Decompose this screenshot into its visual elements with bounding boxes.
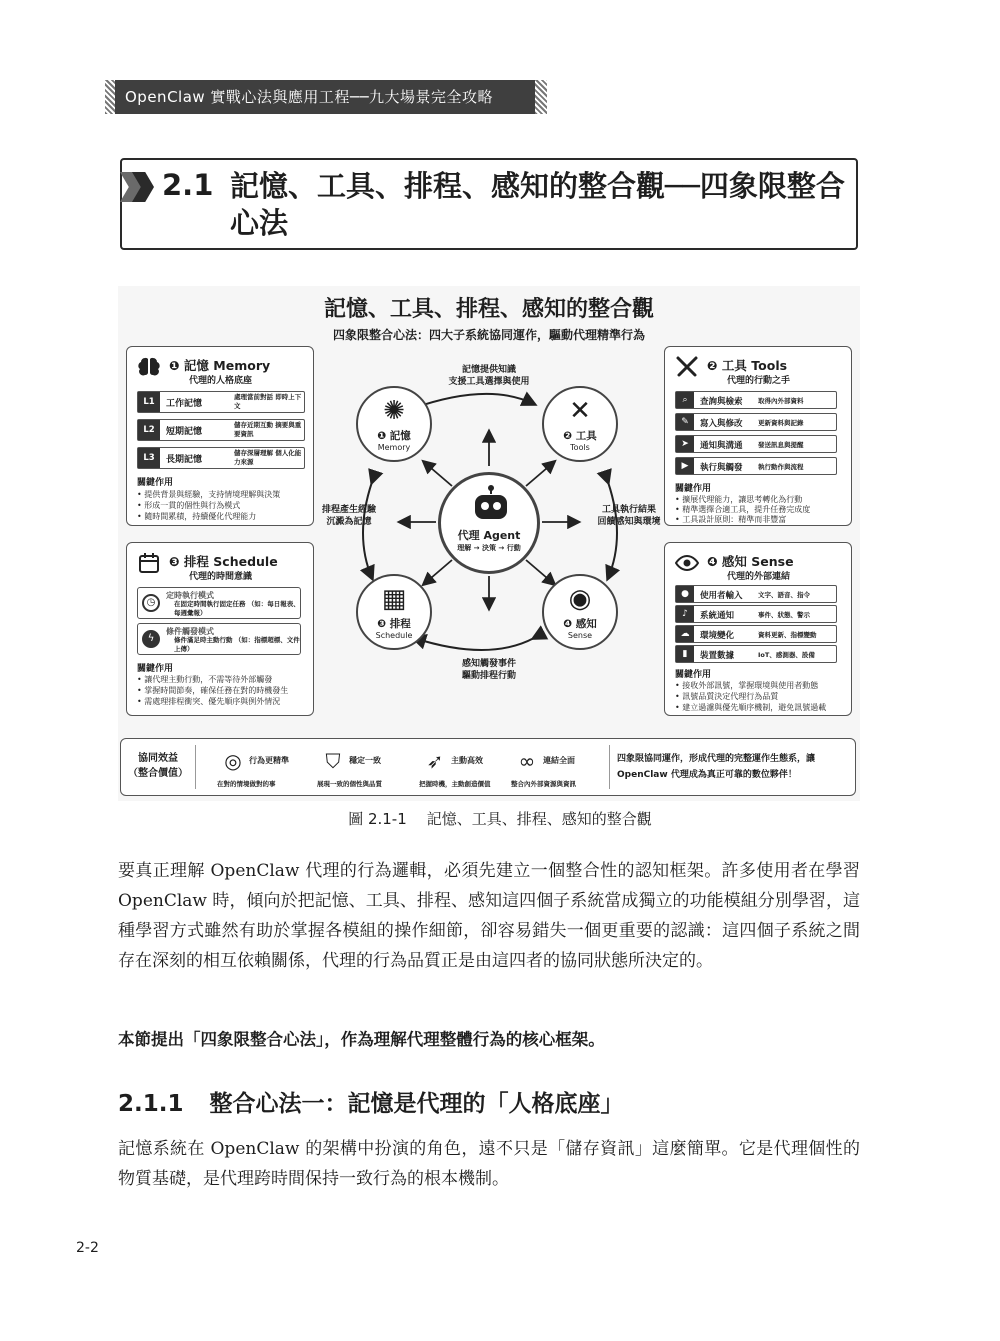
schedule-panel xyxy=(126,542,314,716)
search-icon: ⌕ xyxy=(676,392,694,408)
mode-desc: 條件滿足時主動行動 （如：指標超標、文件上傳） xyxy=(174,636,300,653)
benefit-name: 主動高效 xyxy=(451,756,483,765)
sense-node-name: ❹ 感知 xyxy=(563,618,597,630)
layer-desc: 處理當前對話 即時上下文 xyxy=(234,393,302,410)
schedule-subtitle: 代理的時間意識 xyxy=(189,572,253,582)
robot-icon xyxy=(471,485,511,525)
bell-icon: ♪ xyxy=(676,606,694,622)
mode-name: 定時執行模式 xyxy=(166,591,214,600)
sense-name: 系統通知 xyxy=(700,611,735,621)
rocket-icon: ➶ xyxy=(426,749,444,773)
eye-icon: ◉ xyxy=(568,584,592,614)
schedule-key-title: 關鍵作用 xyxy=(137,664,174,674)
benefit-item xyxy=(511,747,615,791)
schedule-bullet: • 掌握時間節奏，確保任務在對的時機發生 xyxy=(137,686,289,695)
sense-bullet: • 接收外部訊號，掌握環境與使用者動態 xyxy=(675,681,819,690)
layer-desc: 儲存近期互動 摘要與重要資訊 xyxy=(234,421,302,438)
sense-row xyxy=(675,645,837,663)
tool-name: 執行與觸發 xyxy=(700,463,743,473)
tool-row xyxy=(675,413,837,431)
integration-figure xyxy=(118,286,860,801)
arc-memory-tools xyxy=(414,394,534,408)
pencil-icon: ✎ xyxy=(676,414,694,430)
cloud-icon: ☁ xyxy=(676,626,694,642)
tool-name: 寫入與修改 xyxy=(700,419,743,429)
benefit-name: 行為更精準 xyxy=(249,756,289,765)
send-icon: ➤ xyxy=(676,436,694,452)
schedule-node-en: Schedule xyxy=(375,631,413,640)
schedule-mode xyxy=(137,587,301,619)
shield-icon: ⛉ xyxy=(325,749,341,773)
layer-name: 短期記憶 xyxy=(166,427,203,437)
subsection-number: 2.1.1 xyxy=(118,1091,184,1117)
spoke-ul xyxy=(424,462,452,486)
schedule-node xyxy=(356,574,432,650)
sense-key-title: 關鍵作用 xyxy=(675,670,712,680)
tool-name: 查詢與檢索 xyxy=(700,397,743,407)
benefit-item xyxy=(217,747,321,791)
calendar-icon: ▦ xyxy=(381,584,407,614)
sense-node xyxy=(542,574,618,650)
sense-desc: 文字、語音、指令 xyxy=(758,591,810,599)
body-paragraph-1: 要真正理解 OpenClaw 代理的行為邏輯，必須先建立一個整合性的認知框架。許多使用者在學習 OpenClaw 時，傾向於把記憶、工具、排程、感知這四個子系統當成獨立的功能模組分別學習，這種學習方式雖然有助於掌握各模組的操作細節，卻容易錯失一個更重要的認識：這四個子系統之間存在深刻的相互依賴關係，代理的行為品質正是由這四者的協同狀態所決定的。 xyxy=(118,861,860,971)
arc-label-right xyxy=(594,504,664,528)
schedule-mode xyxy=(137,623,301,655)
benefit-desc: 整合內外部資源與資訊 xyxy=(511,780,576,788)
memory-node xyxy=(356,386,432,462)
layer-level: L1 xyxy=(138,392,160,412)
sense-desc: 事件、狀態、警示 xyxy=(758,611,810,619)
sense-node-en: Sense xyxy=(567,631,593,640)
tools-bullet: • 精準選擇合適工具，提升任務完成度 xyxy=(675,505,811,514)
section-number: 2.1 xyxy=(162,168,214,202)
arc-label-top-text: 記憶提供知識 支援工具選擇與使用 xyxy=(448,365,530,387)
tool-row xyxy=(675,457,837,475)
tools-node xyxy=(542,386,618,462)
layer-level: L3 xyxy=(138,448,160,468)
memory-layer-row xyxy=(137,447,305,469)
arc-sense-schedule xyxy=(414,638,534,650)
schedule-node-name: ❸ 排程 xyxy=(377,618,411,630)
sense-bullet: • 建立過濾與優先順序機制，避免訊號過載 xyxy=(675,703,827,712)
memory-layer-row xyxy=(137,391,305,413)
tool-desc: 取得內外部資料 xyxy=(758,397,804,405)
layer-name: 長期記憶 xyxy=(166,455,203,465)
tools-subtitle: 代理的行動之手 xyxy=(727,376,791,386)
spoke-ll xyxy=(424,560,452,584)
subsection-title: 整合心法一：記憶是代理的「人格底座」 xyxy=(209,1091,624,1117)
wrench-icon: ✕ xyxy=(569,396,591,426)
running-header xyxy=(105,80,545,114)
tools-bullet: • 工具設計原則：精準而非豐富 xyxy=(675,515,787,524)
arc-label-bottom xyxy=(434,658,544,682)
sense-subtitle: 代理的外部連結 xyxy=(727,572,791,582)
benefit-item xyxy=(317,747,421,791)
arc-label-bottom-text: 感知觸發事件 驅動排程行動 xyxy=(461,659,516,681)
tool-desc: 更新資料與記錄 xyxy=(758,419,804,427)
tools-panel xyxy=(664,346,852,526)
bold-paragraph: 本節提出「四象限整合心法」，作為理解代理整體行為的核心框架。 xyxy=(118,1030,605,1049)
tool-row xyxy=(675,435,837,453)
layer-name: 工作記憶 xyxy=(166,399,203,409)
sense-desc: 資料更新、指標變動 xyxy=(758,631,817,639)
memory-bullet: • 形成一貫的個性與行為模式 xyxy=(137,501,241,510)
layer-level: L2 xyxy=(138,420,160,440)
sense-row xyxy=(675,585,837,603)
subsection-heading xyxy=(118,1085,624,1118)
agent-name: 代理 Agent xyxy=(457,529,521,542)
arc-label-right-text: 工具執行結果 回饋感知與環境 xyxy=(597,505,661,527)
sense-bullet: • 訊號品質決定代理行為品質 xyxy=(675,692,779,701)
benefits-strip xyxy=(120,738,856,796)
schedule-bullet: • 讓代理主動行動，不需等待外部觸發 xyxy=(137,675,273,684)
figure-caption xyxy=(0,808,1000,829)
memory-node-name: ❶ 記憶 xyxy=(377,430,411,442)
device-icon: ▮ xyxy=(676,646,694,662)
tool-row xyxy=(675,391,837,409)
user-icon: ● xyxy=(676,586,694,602)
memory-subtitle: 代理的人格底座 xyxy=(189,376,253,386)
agent-flow: 理解 → 決策 → 行動 xyxy=(457,544,521,552)
figure-title: 記憶、工具、排程、感知的整合觀 xyxy=(323,297,654,322)
schedule-bullet: • 需處理排程衝突、優先順序與例外情況 xyxy=(137,697,281,706)
body-paragraph-3: 記憶系統在 OpenClaw 的架構中扮演的角色，遠不只是「儲存資訊」這麼簡單。它是代理個性的物質基礎，是代理跨時間保持一致行為的根本機制。 xyxy=(118,1139,860,1189)
tools-key-title: 關鍵作用 xyxy=(675,484,712,494)
schedule-heading: ❸ 排程 Schedule xyxy=(169,554,278,569)
caption-label: 圖 2.1-1 xyxy=(348,810,407,828)
tool-desc: 發送訊息與提醒 xyxy=(758,441,804,449)
memory-node-en: Memory xyxy=(377,443,411,452)
sense-desc: IoT、感測器、設備 xyxy=(758,651,815,659)
memory-bullet: • 隨時間累積，持續優化代理能力 xyxy=(137,512,257,521)
wrench-icon xyxy=(675,355,699,379)
arc-label-left-text: 排程產生經驗 沉澱為記憶 xyxy=(321,505,376,527)
tools-bullet: • 擴展代理能力，讓思考轉化為行動 xyxy=(675,495,803,504)
divider xyxy=(195,745,196,789)
section-title: 記憶、工具、排程、感知的整合觀──四象限整合心法 xyxy=(230,169,845,240)
tool-name: 通知與溝通 xyxy=(700,441,743,451)
tool-desc: 執行動作與流程 xyxy=(758,463,804,471)
caption-text: 記憶、工具、排程、感知的整合觀 xyxy=(426,810,652,828)
memory-heading: ❶ 記憶 Memory xyxy=(169,358,271,373)
benefits-title: 協同效益 （整合價值） xyxy=(128,753,188,779)
calendar-icon xyxy=(137,551,161,575)
benefit-name: 連結全面 xyxy=(543,756,575,765)
benefit-item xyxy=(419,747,523,791)
brain-icon: ✺ xyxy=(383,396,405,426)
benefits-summary: 四象限協同運作，形成代理的完整運作生態系，讓 OpenClaw 代理成為真正可靠的數位夥伴！ xyxy=(617,754,816,780)
page-number: 2-2 xyxy=(76,1240,99,1256)
header-hatch-right xyxy=(535,80,547,114)
layer-desc: 儲存深層理解 個人化能力來源 xyxy=(234,449,302,466)
target-icon: ◎ xyxy=(224,749,242,773)
link-icon: ∞ xyxy=(518,749,536,773)
benefit-desc: 展現一致的個性與品質 xyxy=(317,780,382,788)
spoke-lr xyxy=(526,560,554,584)
memory-layer-row xyxy=(137,419,305,441)
section-heading xyxy=(120,158,858,250)
clock-icon: ◷ xyxy=(142,594,160,612)
memory-panel xyxy=(126,346,314,526)
tools-heading: ❷ 工具 Tools xyxy=(707,358,788,373)
mode-desc: 在固定時間執行固定任務 （如：每日報表、每週彙報） xyxy=(174,600,300,617)
sense-name: 環境變化 xyxy=(700,631,735,641)
play-icon: ▶ xyxy=(676,458,694,474)
sense-panel xyxy=(664,542,852,716)
arc-label-top xyxy=(434,364,544,388)
tools-node-name: ❷ 工具 xyxy=(563,430,597,442)
memory-bullet: • 提供背景與經驗，支持情境理解與決策 xyxy=(137,490,281,499)
benefit-name: 穩定一致 xyxy=(349,756,381,765)
agent-node xyxy=(438,472,540,574)
mode-name: 條件觸發模式 xyxy=(166,627,214,636)
spoke-ur xyxy=(526,462,554,486)
sense-name: 使用者輸入 xyxy=(700,591,743,601)
benefit-desc: 把握時機，主動創造價值 xyxy=(419,780,491,788)
arc-label-left xyxy=(314,504,384,528)
arc-schedule-memory xyxy=(363,482,372,578)
memory-key-title: 關鍵作用 xyxy=(137,478,174,488)
divider xyxy=(609,745,610,789)
benefit-desc: 在對的情境做對的事 xyxy=(217,780,276,788)
sense-heading: ❹ 感知 Sense xyxy=(707,554,794,569)
sense-name: 裝置數據 xyxy=(700,651,735,661)
eye-icon xyxy=(675,551,699,575)
arc-tools-sense xyxy=(608,482,617,578)
brain-icon xyxy=(137,355,161,379)
running-header-title: OpenClaw 實戰心法與應用工程──九大場景完全攻略 xyxy=(115,80,535,114)
bolt-icon: ϟ xyxy=(142,630,160,648)
tools-node-en: Tools xyxy=(570,443,590,452)
sense-row xyxy=(675,605,837,623)
sense-row xyxy=(675,625,837,643)
figure-subtitle: 四象限整合心法：四大子系統協同運作，驅動代理精準行為 xyxy=(332,328,645,342)
